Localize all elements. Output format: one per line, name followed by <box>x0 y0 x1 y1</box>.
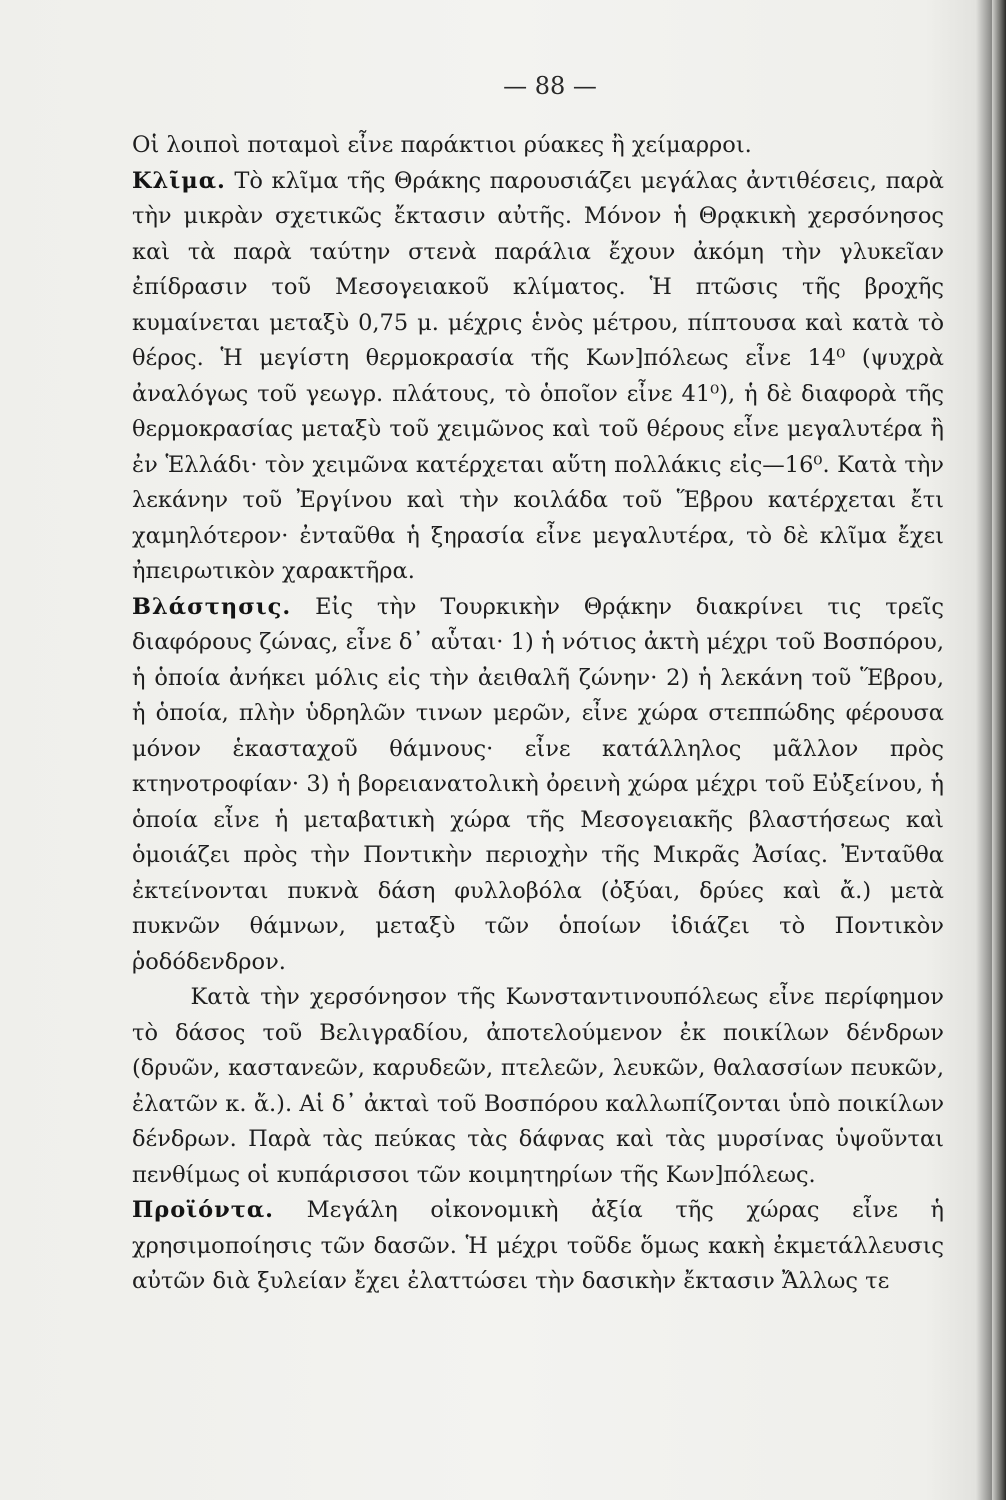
section-heading-products: Προϊόντα. <box>132 1197 275 1223</box>
page-number: — 88 — <box>503 72 597 100</box>
paragraph-rivers <box>132 128 944 164</box>
book-spine-shadow <box>992 0 1006 1500</box>
section-heading-climate: Κλῖμα. <box>132 167 226 194</box>
paragraph-text: Εἰς τὴν Τουρκικὴν Θρᾴκην διακρίνει τις τρεῖς διαφόρους ζώνας, εἶνε δ᾽ αὗται· 1) ἡ νότιος ἀκτὴ μέχρι τοῦ Βοσπόρου, ἡ ὁποία ἀνήκει μόλις εἰς τὴν ἀειθαλῆ ζώνην· 2) ἡ λεκάνη τοῦ Ἕβρου, ἡ ὁποία, πλὴν ὑδρηλῶν τινων μερῶν, εἶνε χώρα στεππώδης φέρουσα μόνον ἑκασταχοῦ θάμνους· εἶνε κατάλληλος μᾶλλον πρὸς κτηνοτροφίαν· 3) ἡ βορειανατολικὴ ὀρεινὴ χώρα μέχρι τοῦ Εὐξείνου, ἡ ὁποία εἶνε ἡ μεταβατικὴ χώρα τῆς Μεσογειακῆς βλαστήσεως καὶ ὁμοιάζει πρὸς τὴν Ποντικὴν περιοχὴν τῆς Μικρᾶς Ἀσίας. Ἐνταῦθα ἐκτείνονται πυκνὰ δάση φυλλοβόλα (ὀξύαι, δρύες καὶ ἄ.) μετὰ πυκνῶν θάμνων, μεταξὺ τῶν ὁποίων ἰδιάζει τὸ Ποντικὸν ῥοδόδενδρον. <box>132 593 944 975</box>
paragraph-text: Οἱ λοιποὶ ποταμοὶ εἶνε παράκτιοι ρύακες ἢ χείμαρροι. <box>132 132 752 158</box>
paragraph-climate <box>132 164 944 590</box>
paragraph-vegetation <box>132 590 944 981</box>
paragraph-text: Μεγάλη οἰκονομικὴ ἀξία τῆς χώρας εἶνε ἡ χρησιμοποίησις τῶν δασῶν. Ἡ μέχρι τοῦδε ὅμως κακὴ ἐκμετάλλευσις αὐτῶν διὰ ξυλείαν ἔχει ἐλαττώσει τὴν δασικὴν ἔκτασιν Ἄλλως τε <box>132 1197 944 1294</box>
paragraph-text: Τὸ κλῖμα τῆς Θράκης παρουσιάζει μεγάλας ἀντιθέσεις, παρὰ τὴν μικρὰν σχετικῶς ἔκτασιν αὐτῆς. Μόνον ἡ Θρᾳκικὴ χερσόνησος καὶ τὰ παρὰ ταύτην στενὰ παράλια ἔχουν ἀκόμη τὴν γλυκεῖαν ἐπίδρασιν τοῦ Μεσογειακοῦ κλίματος. Ἡ πτῶσις τῆς βροχῆς κυμαίνεται μεταξὺ 0,75 μ. μέχρις ἑνὸς μέτρου, πίπτουσα καὶ κατὰ τὸ θέρος. Ἡ μεγίστη θερμοκρασία τῆς Κων]πόλεως εἶνε 14⁰ (ψυχρὰ ἀναλόγως τοῦ γεωγρ. πλάτους, τὸ ὁποῖον εἶνε 41⁰), ἡ δὲ διαφορὰ τῆς θερμοκρασίας μεταξὺ τοῦ χειμῶνος καὶ τοῦ θέρους εἶνε μεγαλυτέρα ἢ ἐν Ἑλλάδι· τὸν χειμῶνα κατέρχεται αὕτη πολλάκις εἰς—16⁰. Κατὰ τὴν λεκάνην τοῦ Ἐργίνου καὶ τὴν κοιλάδα τοῦ Ἕβρου κατέρχεται ἔτι χαμηλότερον· ἐνταῦθα ἡ ξηρασία εἶνε μεγαλυτέρα, τὸ δὲ κλῖμα ἔχει ἠπειρωτικὸν χαρακτῆρα. <box>132 167 944 584</box>
paragraph-products <box>132 1193 944 1300</box>
section-heading-vegetation: Βλάστησις. <box>132 593 292 620</box>
body-text <box>132 128 944 1300</box>
paragraph-text: Κατὰ τὴν χερσόνησον τῆς Κωνσταντινουπόλεως εἶνε περίφημον τὸ δάσος τοῦ Βελιγραδίου, ἀποτελούμενον ἐκ ποικίλων δένδρων (δρυῶν, καστανεῶν, καρυδεῶν, πτελεῶν, λευκῶν, θαλασσίων πευκῶν, ἐλατῶν κ. ἄ.). Αἱ δ᾽ ἀκταὶ τοῦ Βοσπόρου καλλωπίζονται ὑπὸ ποικίλων δένδρων. Παρὰ τὰς πεύκας τὰς δάφνας καὶ τὰς μυρσίνας ὑψοῦνται πενθίμως οἱ κυπάρισσοι τῶν κοιμητηρίων τῆς Κων]πόλεως. <box>132 984 944 1188</box>
paragraph-forest <box>132 980 944 1193</box>
